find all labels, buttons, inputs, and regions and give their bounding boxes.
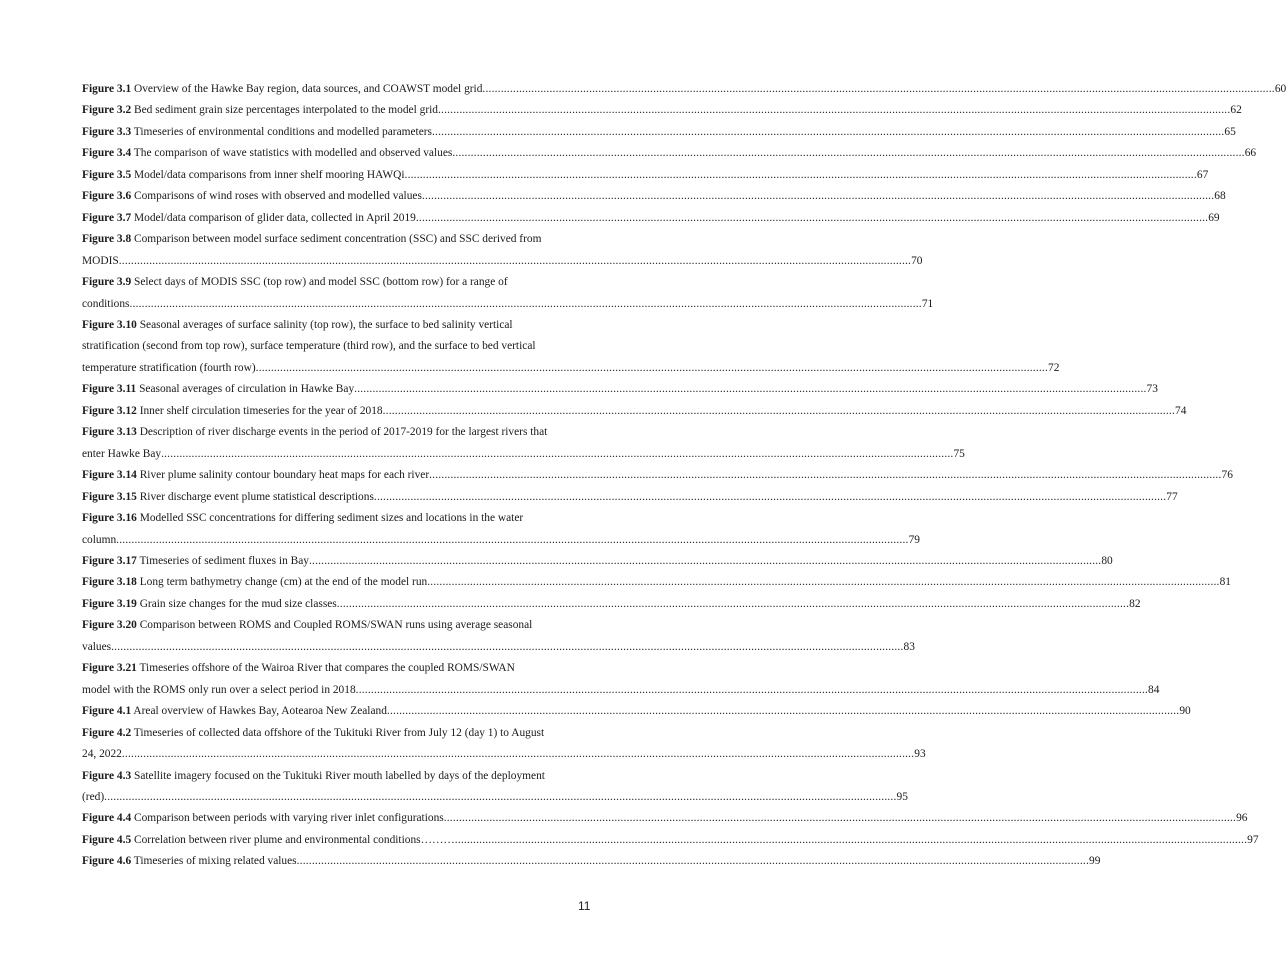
figure-label: Figure 3.18 — [82, 576, 137, 589]
toc-entry[interactable] — [82, 379, 1158, 400]
figure-caption: Model/data comparison of glider data, collected in April 2019 — [131, 211, 416, 224]
figure-caption: enter Hawke Bay — [82, 447, 162, 460]
figure-caption: Seasonal averages of circulation in Hawke Bay — [136, 383, 355, 396]
dot-leader: .................................................................................................................................................................................................................................................................... — [382, 404, 1175, 417]
figure-title — [82, 79, 482, 100]
dot-leader: .................................................................................................................................................................................................................................................................... — [415, 211, 1209, 224]
figure-caption: stratification (second from top row), surface temperature (third row), and the surface to bed vertical — [82, 340, 536, 353]
figure-title — [82, 208, 416, 229]
toc-entry-line — [82, 358, 1060, 379]
toc-entry[interactable] — [82, 830, 1259, 851]
dot-leader: .................................................................................................................................................................................................................................................................... — [421, 190, 1215, 203]
figure-caption: Select days of MODIS SSC (top row) and model SSC (bottom row) for a range of — [131, 276, 508, 289]
figure-label: Figure 3.13 — [82, 426, 137, 439]
figure-title — [82, 830, 455, 851]
figure-caption: Correlation between river plume and environmental conditions……… — [131, 833, 455, 846]
dot-leader: .................................................................................................................................................................................................................................................................... — [255, 361, 1049, 374]
figure-title — [82, 619, 532, 631]
dot-leader: .................................................................................................................................................................................................................................................................... — [308, 554, 1102, 567]
dot-leader: .................................................................................................................................................................................................................................................................... — [161, 447, 954, 460]
figure-caption: conditions — [82, 297, 130, 310]
toc-entry[interactable] — [82, 315, 1060, 379]
toc-entry-line — [82, 487, 1178, 508]
figure-title — [82, 727, 544, 739]
figure-caption: values — [82, 640, 112, 653]
figure-title — [82, 143, 452, 164]
toc-entry-line — [82, 294, 934, 315]
figure-caption: Modelled SSC concentrations for differing sediment sizes and locations in the water — [136, 512, 524, 525]
figure-caption: Comparison between ROMS and Coupled ROMS/SWAN runs using average seasonal — [136, 619, 533, 632]
dot-leader: .................................................................................................................................................................................................................................................................... — [482, 83, 1275, 95]
page-ref: 77 — [1166, 490, 1178, 503]
figure-label: Figure 3.19 — [82, 597, 137, 610]
dot-leader: .................................................................................................................................................................................................................................................................... — [454, 833, 1248, 846]
toc-entry-line — [82, 658, 595, 679]
figure-title — [82, 379, 354, 400]
figure-caption: Timeseries offshore of the Wairoa River that compares the coupled ROMS/SWAN — [136, 662, 515, 675]
figure-title — [82, 851, 297, 872]
figure-caption: Comparison between model surface sediment concentration (SSC) and SSC derived from — [131, 233, 542, 246]
toc-entry-line — [82, 401, 1187, 422]
toc-entry-line — [82, 465, 1233, 486]
page-ref: 62 — [1230, 104, 1242, 117]
toc-entry-line — [82, 637, 915, 658]
page-ref: 79 — [908, 533, 920, 546]
figure-label: Figure 3.20 — [82, 619, 137, 632]
toc-entry-line — [82, 701, 1191, 722]
page-ref: 75 — [953, 447, 965, 460]
toc-entry-line — [82, 830, 1259, 851]
toc-entry[interactable] — [82, 165, 1209, 186]
page-ref: 97 — [1247, 833, 1259, 846]
figure-title — [82, 701, 387, 722]
figure-title — [82, 594, 337, 615]
toc-entry[interactable] — [82, 572, 1231, 593]
dot-leader: .................................................................................................................................................................................................................................................................... — [111, 640, 904, 653]
page-ref: 65 — [1224, 125, 1236, 138]
toc-entry[interactable] — [82, 701, 1191, 722]
figure-caption: Bed sediment grain size percentages interpolated to the model grid — [131, 104, 438, 117]
page-ref: 68 — [1214, 190, 1226, 203]
figure-label: Figure 3.16 — [82, 512, 137, 525]
page-ref: 96 — [1236, 812, 1248, 825]
toc-entry[interactable] — [82, 508, 920, 551]
toc-entry-line — [82, 208, 1220, 229]
page-number: 11 — [578, 899, 591, 913]
figure-caption: Comparisons of wind roses with observed and modelled values — [131, 190, 422, 203]
figure-caption: Areal overview of Hawkes Bay, Aotearoa New Zealand — [131, 705, 387, 718]
figure-title — [82, 165, 405, 186]
toc-entry-line — [82, 851, 1101, 872]
page-ref: 84 — [1148, 683, 1160, 696]
toc-entry-line — [82, 229, 595, 250]
figure-label: Figure 3.4 — [82, 147, 132, 160]
toc-entry-line — [82, 251, 923, 272]
toc-entry[interactable] — [82, 658, 1160, 701]
dot-leader: .................................................................................................................................................................................................................................................................... — [429, 469, 1222, 482]
dot-leader: .................................................................................................................................................................................................................................................................... — [355, 683, 1149, 696]
toc-entry[interactable] — [82, 551, 1113, 572]
figure-label: Figure 3.15 — [82, 490, 137, 503]
figure-title — [82, 662, 515, 674]
figure-caption: The comparison of wave statistics with modelled and observed values — [131, 147, 453, 160]
page-ref: 95 — [896, 790, 908, 803]
page-ref: 90 — [1179, 705, 1191, 718]
figure-caption: 24, 2022 — [82, 748, 122, 761]
figure-label: Figure 3.17 — [82, 554, 137, 567]
dot-leader: .................................................................................................................................................................................................................................................................... — [121, 748, 915, 761]
figure-caption: Satellite imagery focused on the Tukituki River mouth labelled by days of the deployment — [131, 769, 545, 782]
toc-entry[interactable] — [82, 465, 1233, 486]
page-ref: 74 — [1175, 404, 1187, 417]
page-ref: 76 — [1221, 469, 1233, 482]
figure-label: Figure 3.12 — [82, 404, 137, 417]
figure-title — [82, 512, 523, 524]
page-ref: 93 — [914, 748, 926, 761]
dot-leader: .................................................................................................................................................................................................................................................................... — [437, 104, 1231, 117]
toc-entry-line — [82, 615, 595, 636]
figure-label: Figure 3.3 — [82, 125, 132, 138]
figure-label: Figure 3.1 — [82, 83, 132, 95]
figure-caption: Inner shelf circulation timeseries for the year of 2018 — [136, 404, 383, 417]
toc-entry[interactable] — [82, 851, 1101, 872]
figure-title — [82, 319, 513, 331]
figure-label: Figure 3.14 — [82, 469, 137, 482]
toc-entry-line — [82, 379, 1158, 400]
toc-entry-line — [82, 766, 595, 787]
toc-entry[interactable] — [82, 122, 1236, 143]
dot-leader: .................................................................................................................................................................................................................................................................... — [443, 812, 1237, 825]
toc-entry-line — [82, 422, 595, 443]
figure-label: Figure 4.3 — [82, 769, 132, 782]
toc-entry-line — [82, 100, 1242, 121]
toc-entry[interactable] — [82, 79, 1286, 100]
toc-entry-line — [82, 508, 595, 529]
toc-entry[interactable] — [82, 143, 1257, 164]
figure-label: Figure 3.21 — [82, 662, 137, 675]
toc-entry-line — [82, 165, 1209, 186]
dot-leader: .................................................................................................................................................................................................................................................................... — [354, 383, 1147, 396]
toc-entry-line — [82, 315, 595, 336]
figure-caption: Description of river discharge events in the period of 2017-2019 for the largest rivers that — [136, 426, 548, 439]
toc-entry[interactable] — [82, 186, 1226, 207]
toc-entry-line — [82, 143, 1257, 164]
figure-caption: Comparison between periods with varying river inlet configurations — [131, 812, 444, 825]
toc-entry-line — [82, 272, 595, 293]
page-ref: 83 — [903, 640, 915, 653]
figure-title — [82, 122, 432, 143]
figure-title — [82, 276, 508, 288]
toc-entry-line — [82, 336, 595, 357]
toc-entry[interactable] — [82, 100, 1242, 121]
toc-entry[interactable] — [82, 229, 923, 272]
dot-leader: .................................................................................................................................................................................................................................................................... — [373, 490, 1167, 503]
page-ref: 73 — [1146, 383, 1158, 396]
toc-entry-line — [82, 723, 595, 744]
figure-label: Figure 4.5 — [82, 833, 132, 846]
figure-caption: column — [82, 533, 117, 546]
toc-entry[interactable] — [82, 766, 908, 809]
figure-caption: Seasonal averages of surface salinity (top row), the surface to bed salinity vertical — [136, 318, 513, 331]
figure-caption: MODIS — [82, 254, 119, 267]
dot-leader: .................................................................................................................................................................................................................................................................... — [104, 790, 897, 803]
figure-title — [82, 186, 422, 207]
toc-entry-line — [82, 680, 1160, 701]
page-ref: 72 — [1048, 361, 1060, 374]
page-ref: 69 — [1208, 211, 1220, 224]
dot-leader: .................................................................................................................................................................................................................................................................... — [427, 576, 1220, 589]
toc-entry-line — [82, 122, 1236, 143]
figure-label: Figure 4.6 — [82, 855, 132, 868]
figure-title — [82, 770, 545, 782]
toc-entry-line — [82, 572, 1231, 593]
figure-label: Figure 3.6 — [82, 190, 132, 203]
dot-leader: .................................................................................................................................................................................................................................................................... — [296, 855, 1089, 868]
figure-title — [82, 233, 541, 245]
toc-entry[interactable] — [82, 808, 1248, 829]
figure-caption: Grain size changes for the mud size classes — [136, 597, 337, 610]
figure-title — [82, 401, 383, 422]
figure-label: Figure 3.10 — [82, 318, 137, 331]
toc-entry-line — [82, 444, 965, 465]
figure-title — [82, 487, 374, 508]
toc-entry-line — [82, 79, 1286, 100]
page-ref: 99 — [1089, 855, 1101, 868]
page-ref: 80 — [1101, 554, 1113, 567]
toc-entry[interactable] — [82, 272, 934, 315]
figure-label: Figure 3.11 — [82, 383, 137, 396]
toc-entry-line — [82, 530, 920, 551]
figure-caption: Overview of the Hawke Bay region, data sources, and COAWST model grid — [131, 83, 483, 95]
toc-entry[interactable] — [82, 208, 1220, 229]
figure-label: Figure 4.1 — [82, 705, 132, 718]
toc-entry[interactable] — [82, 422, 965, 465]
toc-entry[interactable] — [82, 594, 1141, 615]
figure-caption: River discharge event plume statistical descriptions — [136, 490, 374, 503]
figure-label: Figure 3.5 — [82, 168, 132, 181]
figure-label: Figure 3.2 — [82, 104, 132, 117]
figure-caption: Timeseries of environmental conditions and modelled parameters — [131, 125, 432, 138]
toc-entry-line — [82, 594, 1141, 615]
toc-entry-line — [82, 551, 1113, 572]
toc-entry[interactable] — [82, 723, 926, 766]
toc-entry[interactable] — [82, 487, 1178, 508]
figure-title — [82, 551, 309, 572]
figure-label: Figure 3.8 — [82, 233, 132, 246]
toc-entry[interactable] — [82, 615, 915, 658]
dot-leader: .................................................................................................................................................................................................................................................................... — [404, 168, 1197, 181]
figure-label: Figure 3.7 — [82, 211, 132, 224]
toc-entry-line — [82, 808, 1248, 829]
figure-caption: model with the ROMS only run over a select period in 2018 — [82, 683, 356, 696]
figure-title — [82, 100, 438, 121]
page-ref: 66 — [1244, 147, 1257, 160]
dot-leader: .................................................................................................................................................................................................................................................................... — [336, 597, 1130, 610]
list-of-figures — [82, 79, 1286, 873]
toc-entry-line — [82, 186, 1226, 207]
dot-leader: .................................................................................................................................................................................................................................................................... — [129, 297, 922, 310]
dot-leader: .................................................................................................................................................................................................................................................................... — [452, 147, 1245, 160]
dot-leader: .................................................................................................................................................................................................................................................................... — [116, 533, 909, 546]
figure-title — [82, 426, 547, 438]
figure-caption: Model/data comparisons from inner shelf mooring HAWQi — [131, 168, 405, 181]
figure-caption: (red) — [82, 790, 105, 803]
dot-leader: .................................................................................................................................................................................................................................................................... — [118, 254, 912, 267]
toc-entry-line — [82, 787, 908, 808]
figure-title — [82, 572, 427, 593]
figure-caption: River plume salinity contour boundary heat maps for each river — [136, 469, 430, 482]
page-ref: 67 — [1196, 168, 1209, 181]
toc-entry[interactable] — [82, 401, 1187, 422]
figure-caption: Long term bathymetry change (cm) at the end of the model run — [136, 576, 428, 589]
page-ref: 70 — [911, 254, 923, 267]
figure-caption: Timeseries of mixing related values — [131, 855, 297, 868]
figure-caption: Timeseries of collected data offshore of the Tukituki River from July 12 (day 1) to August — [131, 726, 545, 739]
figure-caption: temperature stratification (fourth row) — [82, 361, 256, 374]
figure-caption: Timeseries of sediment fluxes in Bay — [136, 554, 309, 567]
toc-entry-line — [82, 744, 926, 765]
page-ref: 82 — [1129, 597, 1141, 610]
figure-label: Figure 4.4 — [82, 812, 132, 825]
figure-label: Figure 4.2 — [82, 726, 132, 739]
page-ref: 60 — [1274, 83, 1286, 95]
page-ref: 81 — [1219, 576, 1231, 589]
page-ref: 71 — [921, 297, 934, 310]
dot-leader: .................................................................................................................................................................................................................................................................... — [432, 125, 1225, 138]
dot-leader: .................................................................................................................................................................................................................................................................... — [386, 705, 1180, 718]
figure-title — [82, 808, 444, 829]
figure-label: Figure 3.9 — [82, 276, 132, 289]
figure-title — [82, 465, 429, 486]
